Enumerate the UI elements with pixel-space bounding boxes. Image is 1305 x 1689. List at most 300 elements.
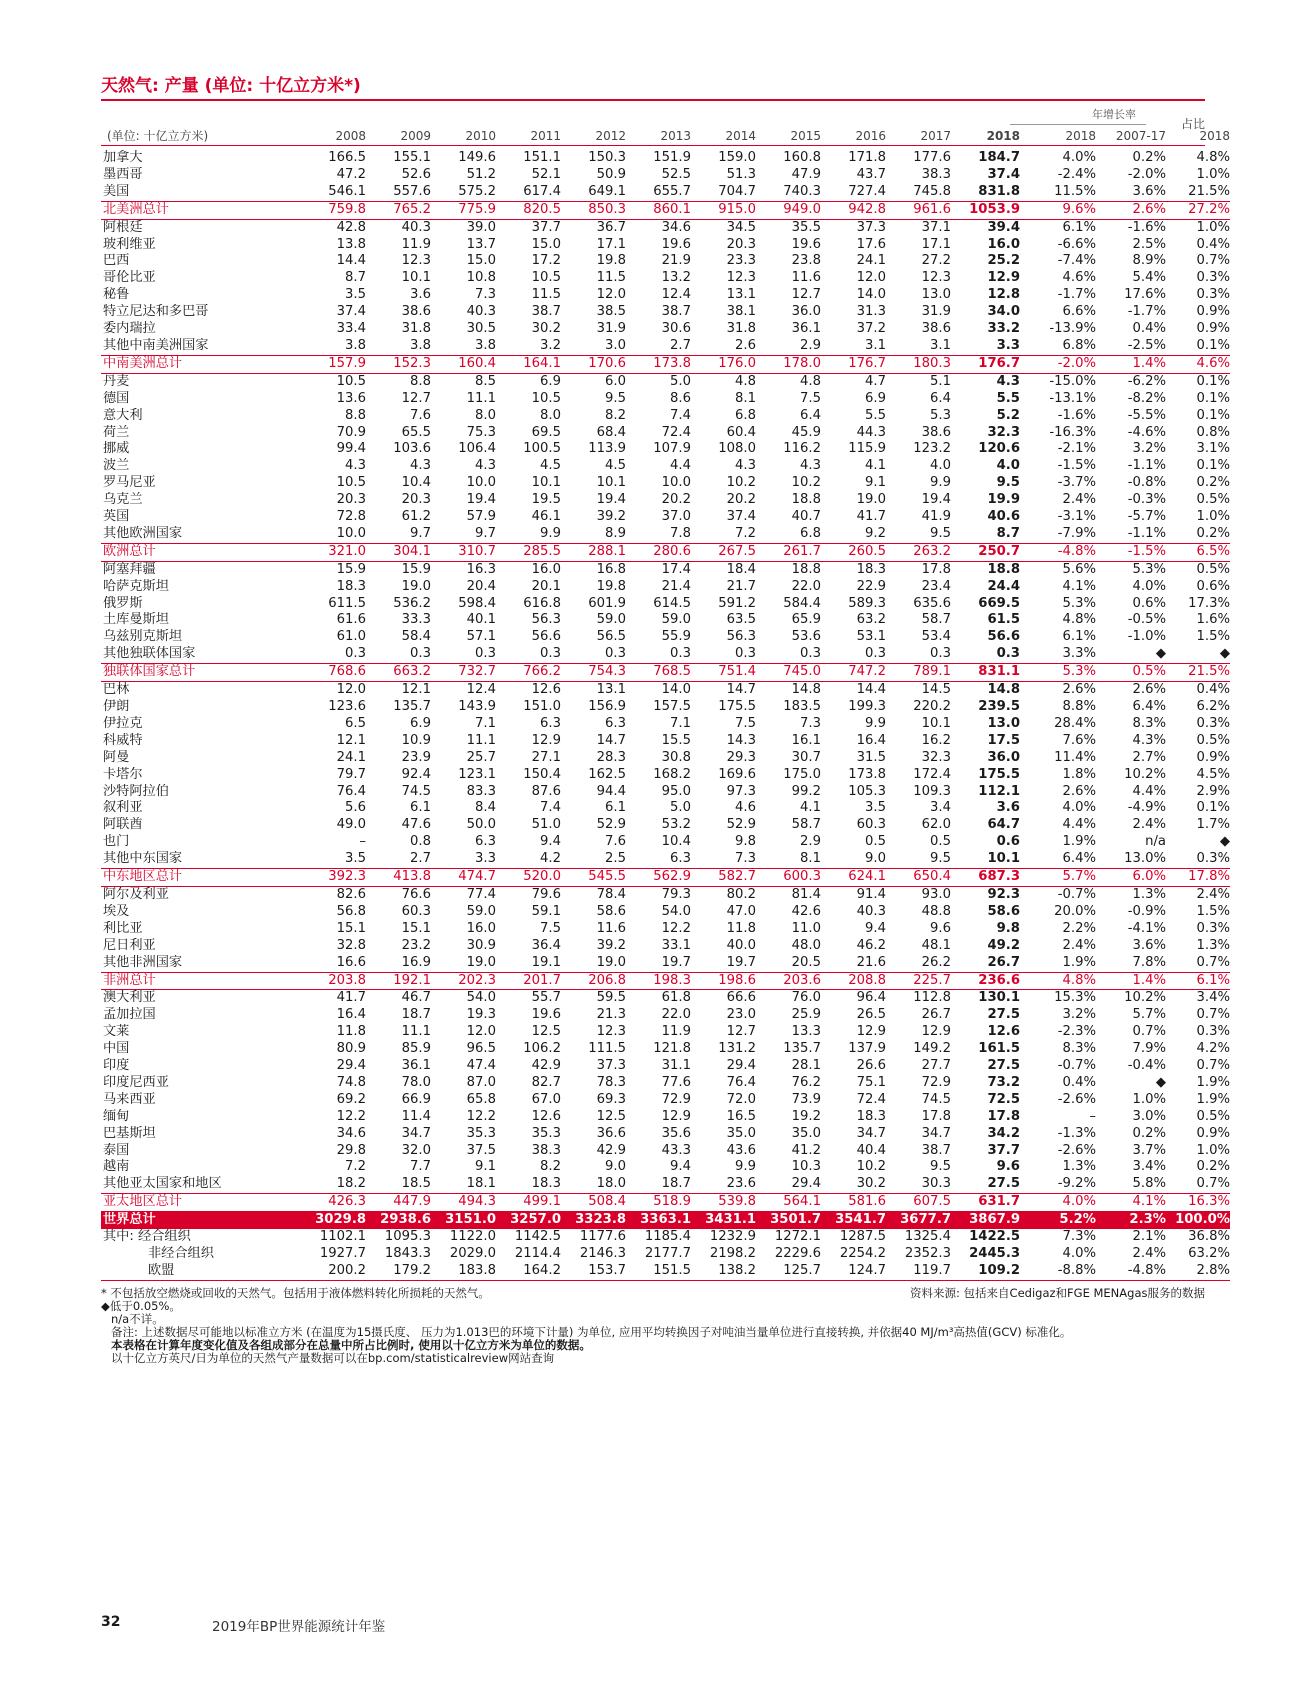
- value-cell: 13.3: [791, 1024, 821, 1040]
- value-cell: 125.7: [756, 1263, 821, 1280]
- table-row: [101, 629, 1230, 646]
- value-cell: 34.6: [661, 219, 691, 235]
- note-line-1: 备注: 上述数据尽可能地以标准立方米 (在温度为15摄氏度、 压力为1.013巴的环境下计量) 为单位, 应用平均转换因子对吨油当量单位进行直接转换, 并依据40 MJ/m³高热值(GCV) 标准化。: [111, 1325, 1072, 1339]
- value-cell: 33.3: [401, 612, 431, 628]
- gap-cell: [1020, 1194, 1031, 1212]
- value-cell: 5.5: [865, 407, 886, 423]
- value-cell: 162.5: [588, 766, 626, 782]
- value-cell: 20.4: [466, 578, 496, 594]
- value-cell: 56.3: [531, 612, 561, 628]
- value-cell: 173.8: [848, 766, 886, 782]
- value-cell: 225.7: [886, 972, 951, 990]
- growth-2007-17-cell: -1.5%: [1096, 543, 1166, 561]
- value-cell: 97.3: [726, 783, 756, 799]
- gap-cell: [1020, 338, 1031, 355]
- row-label: 巴林: [103, 682, 130, 698]
- value-cell: 1287.5: [839, 1229, 886, 1245]
- value-cell: 44.3: [856, 424, 886, 440]
- value-cell: 589.3: [848, 595, 886, 611]
- value-cell: 11.4: [401, 1108, 431, 1124]
- value-cell: 1102.1: [319, 1229, 366, 1245]
- value-cell: 41.7: [856, 509, 886, 525]
- value-cell: 2198.2: [709, 1246, 756, 1261]
- value-cell: 11.8: [726, 920, 756, 936]
- value-cell: 36.1: [791, 321, 821, 337]
- value-cell: 0.3: [475, 646, 496, 662]
- value-cell: 30.8: [661, 749, 691, 765]
- table-row: [101, 699, 1230, 716]
- value-cell: 280.6: [626, 543, 691, 561]
- value-cell: 2352.3: [904, 1246, 951, 1261]
- value-cell: 9.4: [865, 920, 886, 936]
- value-cell: 76.6: [401, 886, 431, 902]
- share-cell: 0.1%: [1196, 458, 1230, 474]
- value-cell: 82.6: [336, 886, 366, 902]
- value-cell: 159.0: [718, 150, 756, 165]
- value-cell: 25.7: [466, 749, 496, 765]
- gap-cell: [1020, 475, 1031, 492]
- value-cell: 11.1: [401, 1024, 431, 1040]
- total-row: [101, 1212, 1230, 1229]
- value-cell: 17.5: [987, 732, 1020, 748]
- value-cell: 11.9: [401, 236, 431, 252]
- gap-cell: [1020, 543, 1031, 561]
- value-cell: 38.6: [921, 321, 951, 337]
- value-cell: 546.1: [328, 183, 366, 199]
- value-cell: 0.3: [605, 646, 626, 662]
- share-cell: 0.5%: [1196, 732, 1230, 748]
- value-cell: 10.2: [791, 475, 821, 491]
- table-row: [101, 1075, 1230, 1092]
- value-cell: 100.5: [523, 441, 561, 457]
- share-cell: 0.3%: [1196, 920, 1230, 936]
- row-label: 缅甸: [103, 1108, 130, 1124]
- value-cell: 11.5: [596, 270, 626, 286]
- value-cell: 789.1: [886, 664, 951, 682]
- value-cell: 18.3: [856, 1108, 886, 1124]
- value-cell: 151.0: [523, 699, 561, 714]
- row-label: 其他非洲国家: [103, 954, 183, 970]
- value-cell: 9.9: [735, 1159, 756, 1175]
- growth-2007-17-cell: 3.7%: [1132, 1142, 1166, 1158]
- growth-2018-cell: -16.3%: [1049, 424, 1096, 440]
- value-cell: 949.0: [756, 201, 821, 219]
- row-label: 欧洲总计: [101, 543, 301, 561]
- growth-2007-17-cell: 5.3%: [1132, 561, 1166, 577]
- value-cell: 16.1: [791, 732, 821, 748]
- year-header: 2012: [595, 129, 626, 143]
- share-cell: 0.8%: [1196, 424, 1230, 440]
- value-cell: 6.3: [605, 715, 626, 731]
- value-cell: 61.0: [336, 629, 366, 645]
- value-cell: 3.6: [410, 287, 431, 303]
- value-cell: 57.1: [466, 629, 496, 645]
- value-cell: 72.4: [856, 1091, 886, 1107]
- value-cell: 32.3: [987, 424, 1020, 440]
- share-cell: 0.5%: [1196, 492, 1230, 508]
- growth-2018-cell: 6.6%: [1062, 304, 1096, 320]
- value-cell: 2445.3: [969, 1246, 1020, 1261]
- gap-cell: [1020, 1007, 1031, 1024]
- value-cell: 915.0: [691, 201, 756, 219]
- value-cell: 61.2: [401, 509, 431, 525]
- row-label: 沙特阿拉伯: [103, 783, 169, 799]
- row-label: 其中: 经合组织: [103, 1229, 191, 1245]
- value-cell: 87.6: [531, 783, 561, 799]
- table-row: [101, 1229, 1230, 1246]
- value-cell: 76.4: [726, 1074, 756, 1090]
- value-cell: 2114.4: [514, 1246, 561, 1261]
- value-cell: 17.8: [921, 1108, 951, 1124]
- value-cell: 178.0: [756, 355, 821, 373]
- value-cell: 267.5: [691, 543, 756, 561]
- gap-cell: [1020, 441, 1031, 458]
- table-row: [101, 219, 1230, 236]
- growth-2018-cell: 4.0%: [1062, 800, 1096, 816]
- value-cell: 43.6: [726, 1142, 756, 1158]
- gap-cell: [1020, 1263, 1031, 1280]
- table-row: [101, 391, 1230, 408]
- share-cell: 21.5%: [1188, 183, 1230, 199]
- value-cell: 3.0: [605, 337, 626, 353]
- share-cell: 1.9%: [1196, 1091, 1230, 1107]
- value-cell: 650.4: [886, 869, 951, 887]
- value-cell: 48.0: [791, 937, 821, 953]
- growth-2007-17-cell: -4.8%: [1096, 1263, 1166, 1280]
- growth-2007-17-cell: 6.0%: [1096, 869, 1166, 887]
- value-cell: 220.2: [913, 699, 951, 714]
- gap-cell: [1020, 1058, 1031, 1075]
- value-cell: 171.8: [848, 150, 886, 165]
- value-cell: 62.0: [921, 817, 951, 833]
- growth-2007-17-cell: ◆: [1155, 1074, 1166, 1090]
- growth-2018-cell: 1.8%: [1062, 766, 1096, 782]
- value-cell: 3867.9: [951, 1212, 1020, 1229]
- year-header: 2010: [465, 129, 496, 143]
- value-cell: 183.8: [431, 1263, 496, 1280]
- value-cell: 584.4: [783, 595, 821, 611]
- value-cell: 161.5: [978, 1041, 1020, 1057]
- value-cell: 87.0: [466, 1074, 496, 1090]
- value-cell: 27.2: [921, 253, 951, 269]
- value-cell: 17.6: [856, 236, 886, 252]
- gap-cell: [1020, 1229, 1031, 1246]
- row-label: 孟加拉国: [103, 1007, 156, 1023]
- value-cell: 151.1: [523, 150, 561, 165]
- value-cell: 10.5: [336, 475, 366, 491]
- gap-cell: [1020, 800, 1031, 817]
- share-cell: 17.3%: [1188, 595, 1230, 611]
- table-row: [101, 990, 1230, 1007]
- growth-2007-17-cell: 1.3%: [1132, 886, 1166, 902]
- value-cell: 2177.7: [644, 1246, 691, 1261]
- growth-2018-cell: -1.6%: [1057, 407, 1096, 423]
- row-label: 波兰: [103, 458, 130, 474]
- share-cell: 0.1%: [1196, 390, 1230, 406]
- value-cell: 14.0: [856, 287, 886, 303]
- value-cell: 42.8: [336, 219, 366, 235]
- value-cell: 49.2: [987, 937, 1020, 953]
- value-cell: 8.2: [605, 407, 626, 423]
- row-label: 德国: [103, 390, 130, 406]
- value-cell: 37.3: [596, 1058, 626, 1074]
- value-cell: 18.3: [336, 578, 366, 594]
- row-label: 特立尼达和多巴哥: [103, 304, 209, 320]
- row-label: 其他亚太国家和地区: [103, 1176, 222, 1192]
- value-cell: 30.3: [921, 1176, 951, 1192]
- value-cell: 58.6: [987, 903, 1020, 919]
- value-cell: 13.6: [336, 390, 366, 406]
- share-cell: 0.3%: [1196, 270, 1230, 286]
- value-cell: 21.4: [661, 578, 691, 594]
- growth-2018-cell: 4.4%: [1062, 817, 1096, 833]
- value-cell: 208.8: [821, 972, 886, 990]
- row-label: 丹麦: [103, 373, 130, 389]
- value-cell: 12.6: [531, 1108, 561, 1124]
- gap-cell: [1020, 526, 1031, 543]
- value-cell: 60.4: [726, 424, 756, 440]
- value-cell: 9.6: [930, 920, 951, 936]
- value-cell: 112.8: [913, 990, 951, 1006]
- value-cell: 12.2: [661, 920, 691, 936]
- value-cell: 1422.5: [969, 1229, 1020, 1245]
- value-cell: 8.7: [996, 525, 1020, 541]
- value-cell: 73.9: [791, 1091, 821, 1107]
- value-cell: 168.2: [653, 766, 691, 782]
- value-cell: 260.5: [821, 543, 886, 561]
- growth-2018-cell: -0.7%: [1057, 1058, 1096, 1074]
- value-cell: 113.9: [588, 441, 626, 457]
- value-cell: 130.1: [978, 990, 1020, 1006]
- value-cell: 1232.9: [709, 1229, 756, 1245]
- year-header: 2014: [725, 129, 756, 143]
- growth-2018-cell: 4.8%: [1062, 612, 1096, 628]
- growth-2007-17-cell: 7.8%: [1132, 954, 1166, 970]
- value-cell: 32.8: [336, 937, 366, 953]
- share-cell: 0.7%: [1196, 253, 1230, 269]
- gap-cell: [1020, 391, 1031, 408]
- value-cell: 56.5: [596, 629, 626, 645]
- growth-2007-17-cell: 4.1%: [1096, 1194, 1166, 1212]
- share-cell: 63.2%: [1188, 1246, 1230, 1261]
- value-cell: 36.4: [531, 937, 561, 953]
- value-cell: 12.4: [466, 682, 496, 698]
- value-cell: 160.4: [431, 355, 496, 373]
- value-cell: 3.2: [540, 337, 561, 353]
- value-cell: 24.1: [856, 253, 886, 269]
- value-cell: 6.5: [345, 715, 366, 731]
- row-label: 哥伦比亚: [103, 270, 156, 286]
- value-cell: 183.5: [783, 699, 821, 714]
- value-cell: 16.8: [596, 561, 626, 577]
- value-cell: 10.0: [466, 475, 496, 491]
- value-cell: 0.6: [996, 834, 1020, 850]
- value-cell: 55.7: [531, 990, 561, 1006]
- value-cell: 153.7: [561, 1263, 626, 1280]
- share-cell: 1.3%: [1196, 937, 1230, 953]
- value-cell: 69.2: [336, 1091, 366, 1107]
- gap-cell: [1020, 990, 1031, 1007]
- value-cell: 19.4: [921, 492, 951, 508]
- value-cell: 36.7: [596, 219, 626, 235]
- value-cell: 164.1: [496, 355, 561, 373]
- table-row: [101, 1126, 1230, 1143]
- value-cell: 51.2: [466, 166, 496, 182]
- value-cell: 13.2: [661, 270, 691, 286]
- value-cell: 649.1: [588, 183, 626, 199]
- value-cell: 50.9: [596, 166, 626, 182]
- value-cell: 106.4: [458, 441, 496, 457]
- value-cell: 14.3: [726, 732, 756, 748]
- table-header: [101, 128, 1230, 146]
- value-cell: 76.0: [791, 990, 821, 1006]
- value-cell: 9.4: [670, 1159, 691, 1175]
- growth-2007-17-cell: 2.7%: [1132, 749, 1166, 765]
- gap-cell: [1020, 219, 1031, 236]
- share-cell: 1.0%: [1196, 1142, 1230, 1158]
- table-row: [101, 1041, 1230, 1058]
- gap-cell: [1020, 1126, 1031, 1143]
- value-cell: 19.0: [401, 578, 431, 594]
- row-label: 其他中南美洲国家: [103, 337, 209, 353]
- growth-2007-17-cell: 0.7%: [1132, 1024, 1166, 1040]
- value-cell: 18.4: [726, 561, 756, 577]
- growth-2007-17-cell: 7.9%: [1132, 1041, 1166, 1057]
- value-cell: 850.3: [561, 201, 626, 219]
- gap-cell: [1020, 458, 1031, 475]
- table-row: [101, 167, 1230, 184]
- value-cell: 157.5: [653, 699, 691, 714]
- share-cell: 6.1%: [1166, 972, 1230, 990]
- gap-cell: [1020, 373, 1031, 390]
- value-cell: 12.7: [791, 287, 821, 303]
- value-cell: 4.1: [865, 458, 886, 474]
- value-cell: 601.9: [588, 595, 626, 611]
- row-label: 科威特: [103, 732, 143, 748]
- value-cell: 3.4: [930, 800, 951, 816]
- share-cell: 1.9%: [1196, 1074, 1230, 1090]
- value-cell: 31.9: [596, 321, 626, 337]
- growth-2018-cell: -2.3%: [1057, 1024, 1096, 1040]
- value-cell: 4.0: [930, 458, 951, 474]
- value-cell: 37.5: [466, 1142, 496, 1158]
- value-cell: 18.0: [596, 1176, 626, 1192]
- value-cell: 175.5: [718, 699, 756, 714]
- value-cell: 47.0: [726, 903, 756, 919]
- value-cell: 7.8: [670, 525, 691, 541]
- growth-2007-17-cell: 2.4%: [1132, 817, 1166, 833]
- value-cell: 40.6: [987, 509, 1020, 525]
- table-row: [101, 184, 1230, 201]
- growth-2018-cell: 8.3%: [1062, 1041, 1096, 1057]
- value-cell: 59.5: [596, 990, 626, 1006]
- growth-2018-cell: 6.1%: [1062, 629, 1096, 645]
- value-cell: 192.1: [366, 972, 431, 990]
- value-cell: 6.3: [670, 851, 691, 867]
- value-cell: 18.3: [856, 561, 886, 577]
- growth-group-rule: [1010, 124, 1146, 125]
- value-cell: 663.2: [366, 664, 431, 682]
- growth-2018-cell: -1.7%: [1057, 287, 1096, 303]
- share-cell: 0.9%: [1196, 321, 1230, 337]
- growth-2018-cell: -6.6%: [1057, 236, 1096, 252]
- growth-2007-17-cell: 2.4%: [1132, 1246, 1166, 1261]
- growth-2007-17-cell: 1.4%: [1096, 355, 1166, 373]
- value-cell: 413.8: [366, 869, 431, 887]
- row-label: 荷兰: [103, 424, 130, 440]
- value-cell: 17.2: [531, 253, 561, 269]
- value-cell: 135.7: [393, 699, 431, 714]
- growth-2018-cell: -1.3%: [1057, 1125, 1096, 1141]
- gap-cell: [1020, 492, 1031, 509]
- value-cell: 0.5: [930, 834, 951, 850]
- value-cell: 82.7: [531, 1074, 561, 1090]
- value-cell: 60.3: [401, 903, 431, 919]
- gap-cell: [1020, 321, 1031, 338]
- share-cell: 21.5%: [1166, 664, 1230, 682]
- value-cell: 63.2: [856, 612, 886, 628]
- growth-2007-17-cell: -0.4%: [1127, 1058, 1166, 1074]
- share-cell: 0.7%: [1196, 1007, 1230, 1023]
- production-table: [101, 150, 1230, 1281]
- value-cell: 38.7: [531, 304, 561, 320]
- row-label: 非洲总计: [101, 972, 301, 990]
- growth-2018-cell: 4.6%: [1062, 270, 1096, 286]
- value-cell: 12.7: [401, 390, 431, 406]
- value-cell: 775.9: [431, 201, 496, 219]
- growth-2007-17-cell: 0.6%: [1132, 595, 1166, 611]
- growth-2007-17-cell: 2.6%: [1132, 682, 1166, 698]
- value-cell: 10.1: [401, 270, 431, 286]
- value-cell: 46.2: [856, 937, 886, 953]
- value-cell: 1185.4: [644, 1229, 691, 1245]
- value-cell: 12.6: [987, 1024, 1020, 1040]
- value-cell: 18.2: [336, 1176, 366, 1192]
- value-cell: 34.2: [987, 1125, 1020, 1141]
- growth-2018-cell: 5.7%: [1031, 869, 1096, 887]
- value-cell: 7.1: [670, 715, 691, 731]
- value-cell: 69.5: [531, 424, 561, 440]
- value-cell: 29.8: [336, 1142, 366, 1158]
- share-cell: 0.7%: [1196, 1176, 1230, 1192]
- growth-2007-17-cell: ◆: [1155, 646, 1166, 662]
- share-cell: 0.7%: [1196, 954, 1230, 970]
- table-row: [101, 253, 1230, 270]
- share-cell: 2.4%: [1196, 886, 1230, 902]
- row-label: 中国: [103, 1041, 130, 1057]
- value-cell: 732.7: [431, 664, 496, 682]
- value-cell: 179.2: [366, 1263, 431, 1280]
- row-label: 土库曼斯坦: [103, 612, 169, 628]
- value-cell: 2938.6: [366, 1212, 431, 1229]
- value-cell: 47.6: [401, 817, 431, 833]
- value-cell: 59.0: [596, 612, 626, 628]
- value-cell: 24.1: [336, 749, 366, 765]
- value-cell: 768.6: [301, 664, 366, 682]
- value-cell: 759.8: [301, 201, 366, 219]
- value-cell: 21.9: [661, 253, 691, 269]
- value-cell: 77.6: [661, 1074, 691, 1090]
- value-cell: 40.1: [466, 612, 496, 628]
- value-cell: 19.8: [596, 253, 626, 269]
- value-cell: 23.4: [921, 578, 951, 594]
- value-cell: 80.2: [726, 886, 756, 902]
- gap-cell: [1020, 904, 1031, 921]
- value-cell: 56.8: [336, 903, 366, 919]
- value-cell: 177.6: [913, 150, 951, 165]
- growth-2018-cell: 4.1%: [1062, 578, 1096, 594]
- value-cell: 36.6: [596, 1125, 626, 1141]
